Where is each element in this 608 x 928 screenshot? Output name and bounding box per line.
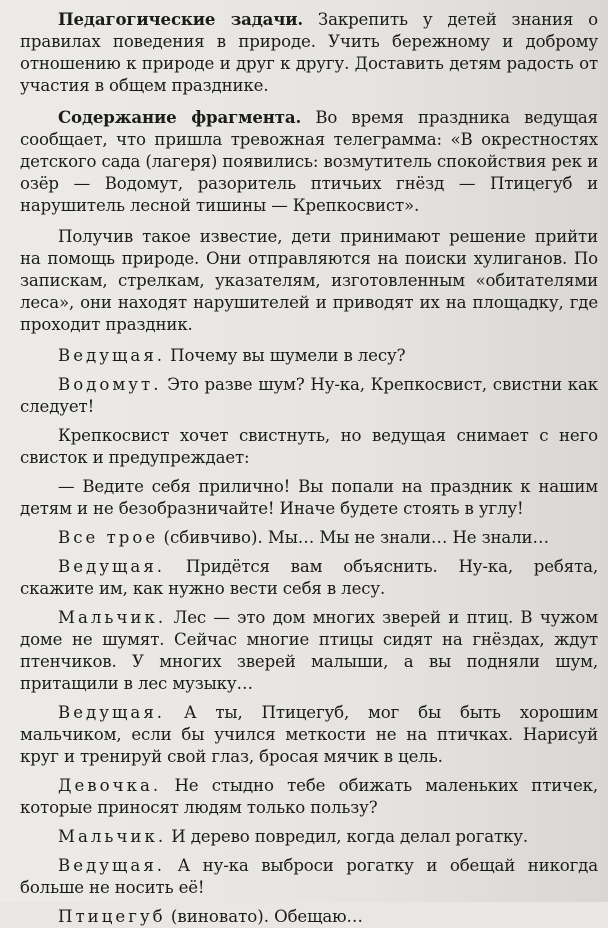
dialogue-line bbox=[20, 556, 598, 600]
speaker-name: Девочка. bbox=[58, 776, 162, 795]
speaker-name: Мальчик. bbox=[58, 827, 167, 846]
speaker-name: Мальчик. bbox=[58, 608, 167, 627]
dialogue-line bbox=[20, 826, 598, 848]
line-text: Почему вы шумели в лесу? bbox=[165, 346, 406, 365]
speaker-name: Водомут. bbox=[58, 375, 162, 394]
tasks-text: Закрепить у детей знания о правилах поведения в природе. Учить бережному и доброму отношению к природе и друг к другу. Доставить детям радость от участия в общем празднике. bbox=[20, 10, 598, 95]
narration-text: Получив такое известие, дети принимают решение прийти на помощь природе. Они отправляются на поиски хулиганов. По запискам, стрелкам, указателям, изготовленным «обитателями леса», они находят нарушителей и приводят их на площадку, где проходит праздник. bbox=[20, 227, 598, 334]
line-text: И дерево повредил, когда делал рогатку. bbox=[166, 827, 528, 846]
line-text: Придётся вам объяснить. Ну-ка, ребята, скажите им, как нужно вести себя в лесу. bbox=[20, 557, 598, 598]
line-text: Крепкосвист хочет свистнуть, но ведущая снимает с него свисток и предупреждает: bbox=[20, 426, 598, 467]
paragraph-narration bbox=[20, 226, 598, 336]
line-text: Мы… Мы не знали… Не знали… bbox=[262, 528, 549, 547]
speaker-note: (сбивчиво). bbox=[158, 528, 263, 547]
line-text: А ты, Птицегуб, мог бы быть хорошим мальчиком, если бы учился меткости не на птичках. Нарисуй круг и тренируй свой глаз, бросая мячик в цель. bbox=[20, 703, 598, 766]
line-text: Это разве шум? Ну-ка, Крепкосвист, свистни как следует! bbox=[20, 375, 598, 416]
speaker-name: Ведущая. bbox=[58, 346, 166, 365]
heading-tasks: Педагогические задачи. bbox=[58, 9, 304, 29]
dialogue-line bbox=[20, 855, 598, 899]
line-text: Лес — это дом многих зверей и птиц. В чужом доме не шумят. Сейчас многие птицы сидят на гнёздах, ждут птенчиков. У многих зверей малыши, а вы подняли шум, притащили в лес музыку… bbox=[20, 608, 598, 693]
dialogue-line bbox=[20, 607, 598, 695]
speaker-note: (виновато). bbox=[165, 907, 270, 926]
line-text: А ну-ка выброси рогатку и обещай никогда больше не носить её! bbox=[20, 856, 598, 897]
dialogue-line bbox=[20, 775, 598, 819]
dialogue-line bbox=[20, 476, 598, 520]
heading-content: Содержание фрагмента. bbox=[58, 107, 302, 127]
line-text: — Ведите себя прилично! Вы попали на праздник к нашим детям и не безобразничайте! Иначе будете стоять в углу! bbox=[20, 477, 598, 518]
dialogue-line bbox=[20, 345, 598, 367]
dialogue-line bbox=[20, 374, 598, 418]
line-text: Не стыдно тебе обижать маленьких птичек, которые приносят людям только пользу? bbox=[20, 776, 598, 817]
speaker-name: Все трое bbox=[58, 528, 159, 547]
paragraph-tasks bbox=[20, 8, 598, 97]
line-text: Обещаю… bbox=[269, 907, 363, 926]
speaker-name: Ведущая. bbox=[58, 856, 166, 875]
content-text: Во время праздника ведущая сообщает, что пришла тревожная телеграмма: «В окрестностях детского сада (лагеря) появились: возмутитель спокойствия рек и озёр — Водомут, разоритель птичьих гнёзд — Птицегуб и нарушитель лесной тишины — Крепкосвист». bbox=[20, 108, 598, 215]
speaker-name: Птицегуб bbox=[58, 907, 166, 926]
speaker-name: Ведущая. bbox=[58, 557, 166, 576]
paragraph-content bbox=[20, 106, 598, 217]
dialogue-line bbox=[20, 702, 598, 768]
dialogue-line bbox=[20, 906, 598, 928]
dialogue-line bbox=[20, 527, 598, 549]
stage-direction bbox=[20, 425, 598, 469]
speaker-name: Ведущая. bbox=[58, 703, 166, 722]
